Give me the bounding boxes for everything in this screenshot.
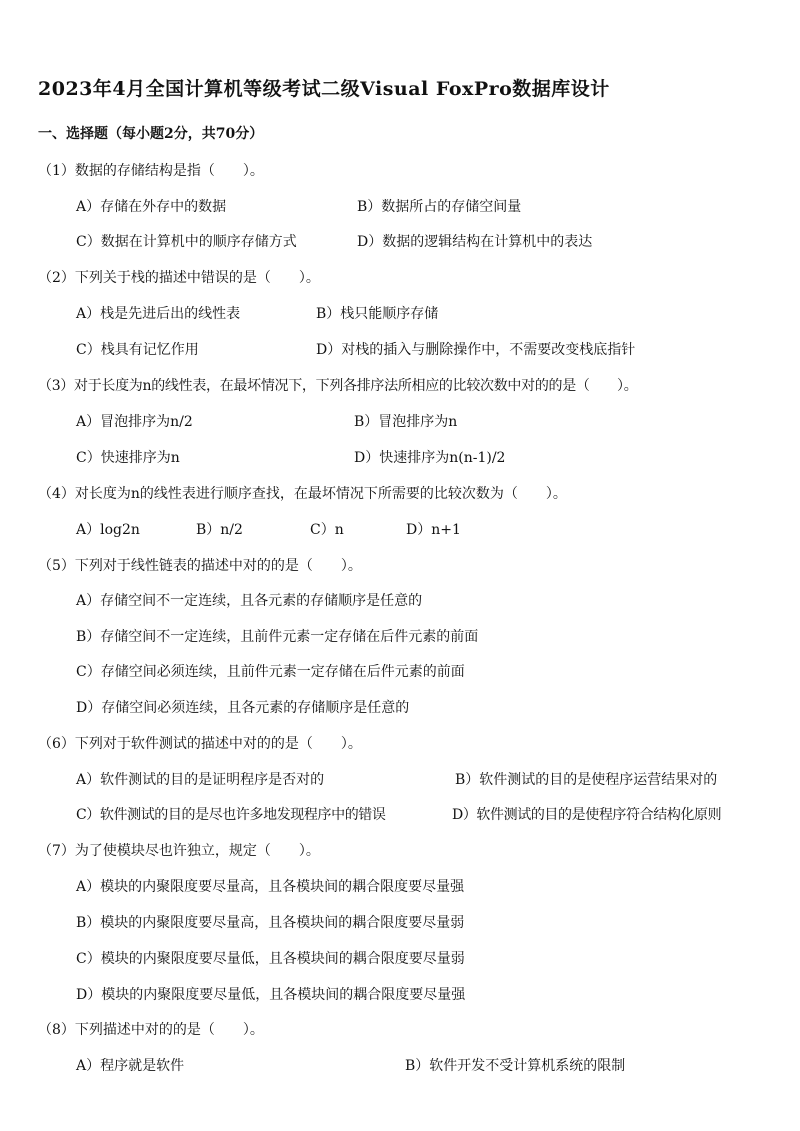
question-1-option-d: D）数据的逻辑结构在计算机中的表达 bbox=[357, 234, 593, 250]
question-7-option-d: D）模块的内聚限度要尽量低，且各模块间的耦合限度要尽量强 bbox=[76, 987, 466, 1003]
question-7-stem: （7）为了使模块尽也许独立，规定（ ）。 bbox=[38, 843, 320, 859]
question-4-option-b: B）n/2 bbox=[196, 522, 243, 538]
question-3-option-b: B）冒泡排序为n bbox=[354, 414, 458, 430]
question-2-option-a: A）栈是先进后出的线性表 bbox=[76, 306, 241, 322]
question-8-option-b: B）软件开发不受计算机系统的限制 bbox=[405, 1058, 626, 1074]
question-2-option-b: B）栈只能顺序存储 bbox=[316, 306, 439, 322]
question-8-option-a: A）程序就是软件 bbox=[76, 1058, 185, 1074]
question-7-option-c: C）模块的内聚限度要尽量低，且各模块间的耦合限度要尽量弱 bbox=[76, 951, 465, 967]
question-7-option-b: B）模块的内聚限度要尽量高，且各模块间的耦合限度要尽量弱 bbox=[76, 915, 465, 931]
question-6-option-a: A）软件测试的目的是证明程序是否对的 bbox=[76, 772, 325, 788]
page-title: 2023年4月全国计算机等级考试二级Visual FoxPro数据库设计 bbox=[38, 78, 610, 100]
question-1-option-c: C）数据在计算机中的顺序存储方式 bbox=[76, 234, 297, 250]
question-3-option-d: D）快速排序为n(n-1)/2 bbox=[354, 450, 506, 466]
question-1-stem: （1）数据的存储结构是指（ ）。 bbox=[38, 163, 264, 179]
question-1-option-a: A）存储在外存中的数据 bbox=[76, 199, 227, 215]
question-5-option-c: C）存储空间必须连续，且前件元素一定存储在后件元素的前面 bbox=[76, 664, 465, 680]
question-5-option-a: A）存储空间不一定连续，且各元素的存储顺序是任意的 bbox=[76, 593, 423, 609]
question-4-option-a: A）log2n bbox=[76, 522, 140, 538]
question-3-option-c: C）快速排序为n bbox=[76, 450, 180, 466]
question-6-option-c: C）软件测试的目的是尽也许多地发现程序中的错误 bbox=[76, 807, 386, 823]
question-6-option-d: D）软件测试的目的是使程序符合结构化原则 bbox=[452, 807, 722, 823]
question-2-option-d: D）对栈的插入与删除操作中，不需要改变栈底指针 bbox=[316, 342, 636, 358]
question-6-stem: （6）下列对于软件测试的描述中对的的是（ ）。 bbox=[38, 736, 362, 752]
question-7-option-a: A）模块的内聚限度要尽量高，且各模块间的耦合限度要尽量强 bbox=[76, 879, 465, 895]
question-5-stem: （5）下列对于线性链表的描述中对的的是（ ）。 bbox=[38, 558, 362, 574]
question-5-option-d: D）存储空间必须连续，且各元素的存储顺序是任意的 bbox=[76, 700, 410, 716]
question-5-option-b: B）存储空间不一定连续，且前件元素一定存储在后件元素的前面 bbox=[76, 629, 479, 645]
question-1-option-b: B）数据所占的存储空间量 bbox=[357, 199, 522, 215]
question-2-stem: （2）下列关于栈的描述中错误的是（ ）。 bbox=[38, 270, 320, 286]
question-4-stem: （4）对长度为n的线性表进行顺序查找，在最坏情况下所需要的比较次数为（ ）。 bbox=[38, 486, 567, 502]
question-3-stem: （3）对于长度为n的线性表，在最坏情况下，下列各排序法所相应的比较次数中对的的是（ ）。 bbox=[38, 378, 638, 394]
question-3-option-a: A）冒泡排序为n/2 bbox=[76, 414, 193, 430]
question-4-option-c: C）n bbox=[310, 522, 344, 538]
question-4-option-d: D）n+1 bbox=[406, 522, 461, 538]
section-heading: 一、选择题（每小题2分，共70分） bbox=[38, 126, 264, 142]
question-6-option-b: B）软件测试的目的是使程序运营结果对的 bbox=[455, 772, 718, 788]
question-8-stem: （8）下列描述中对的的是（ ）。 bbox=[38, 1022, 264, 1038]
question-2-option-c: C）栈具有记忆作用 bbox=[76, 342, 199, 358]
